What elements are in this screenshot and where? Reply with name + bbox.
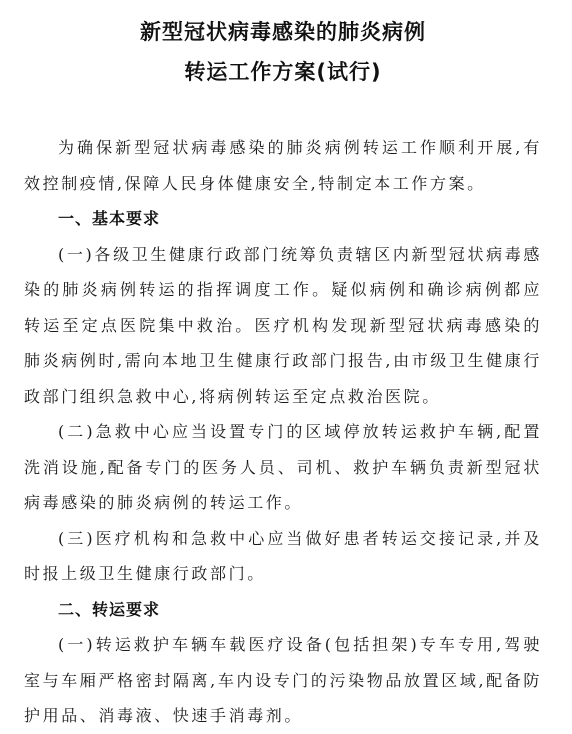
section-2-heading: 二、转运要求 — [58, 599, 161, 619]
section-1-item-2: (二)急救中心应当设置专门的区域停放转运救护车辆,配置洗消设施,配备专门的医务人员、司机、救护车辆负责新型冠状病毒感染的肺炎病例的转运工作。 — [24, 422, 542, 512]
section-1-heading: 一、基本要求 — [58, 209, 161, 228]
title-line-2: 转运工作方案(试行) — [184, 60, 382, 84]
section-1-item-1: (一)各级卫生健康行政部门统筹负责辖区内新型冠状病毒感染的肺炎病例转运的指挥调度工作。疑似病例和确诊病例都应转运至定点医院集中救治。医疗机构发现新型冠状病毒感染的肺炎病例时,需向本地卫生健康行政部门报告,由市级卫生健康行政部门组织急救中心,将病例转运至定点救治医院。 — [24, 244, 542, 406]
document-title — [24, 12, 542, 92]
section-2-item-1: (一)转运救护车辆车载医疗设备(包括担架)专车专用,驾驶室与车厢严格密封隔离,车内设专门的污染物品放置区域,配备防护用品、消毒液、快速手消毒剂。 — [24, 635, 542, 725]
document-body — [24, 130, 542, 734]
title-line-1: 新型冠状病毒感染的肺炎病例 — [140, 20, 426, 44]
section-1-item-3: (三)医疗机构和急救中心应当做好患者转运交接记录,并及时报上级卫生健康行政部门。 — [24, 528, 542, 583]
intro-paragraph: 为确保新型冠状病毒感染的肺炎病例转运工作顺利开展,有效控制疫情,保障人民身体健康安全,特制定本工作方案。 — [24, 138, 542, 193]
